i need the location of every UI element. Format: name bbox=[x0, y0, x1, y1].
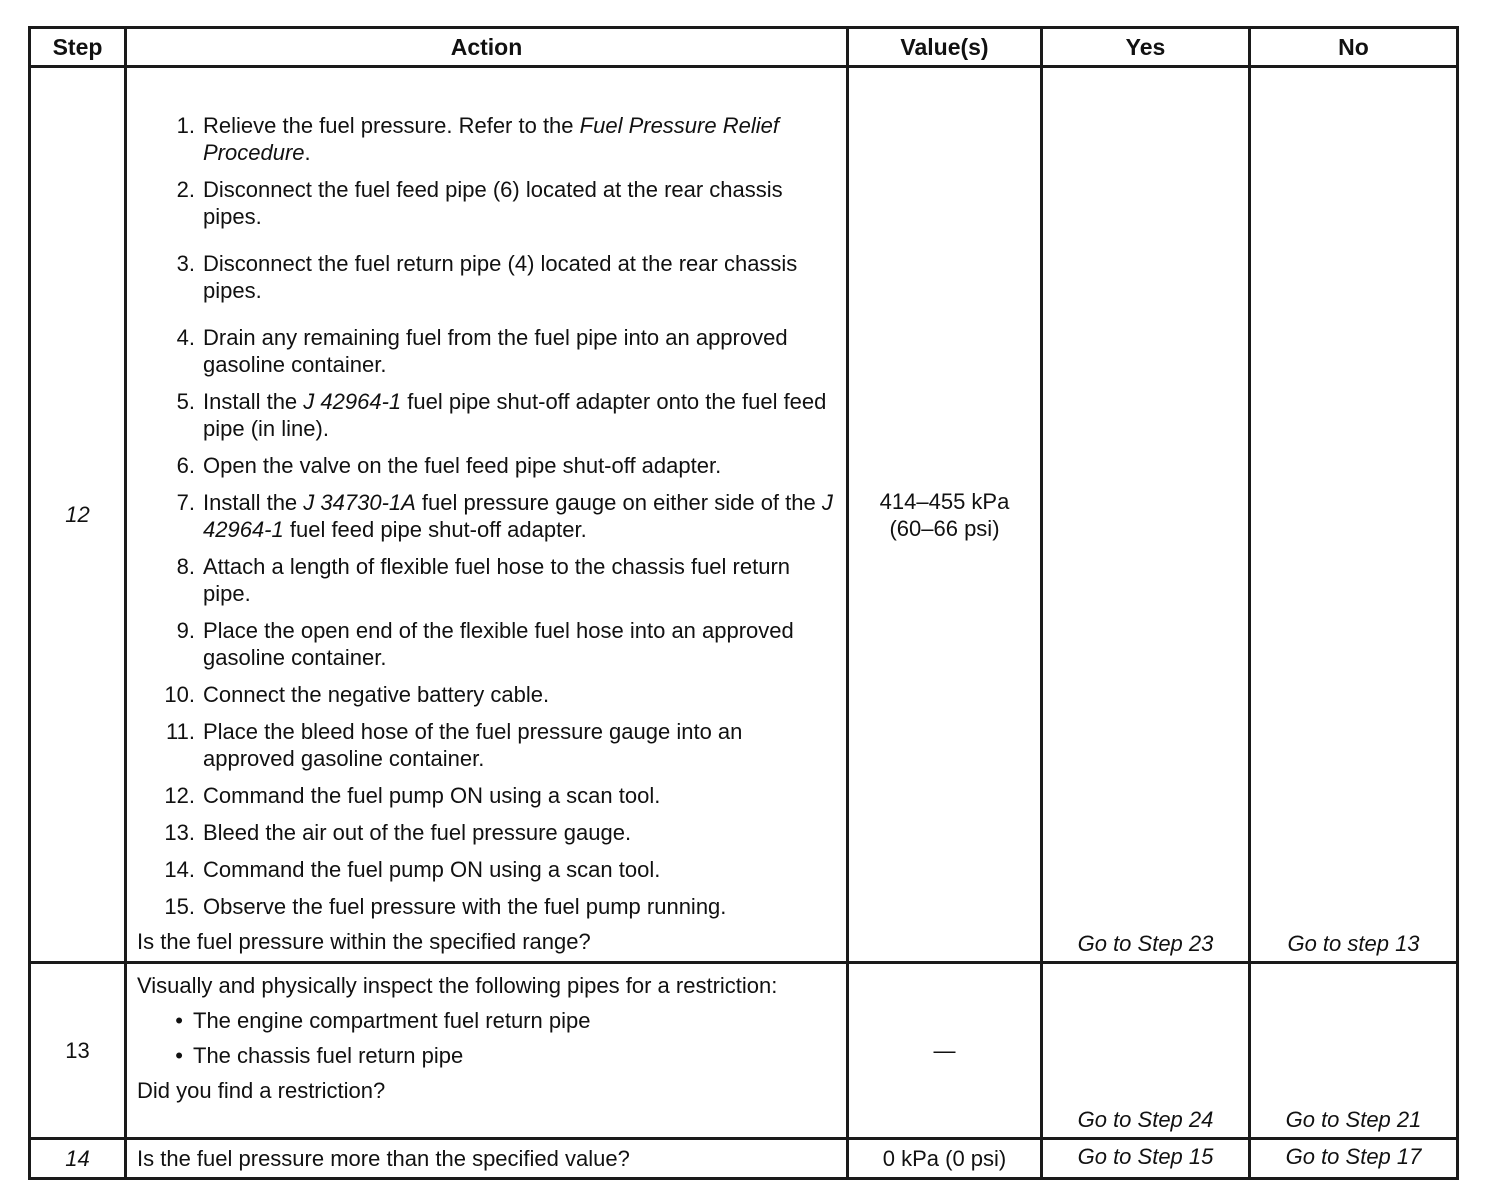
step-number: 12 bbox=[65, 502, 90, 527]
step-text: Disconnect the fuel feed pipe (6) located at the rear chassis pipes. bbox=[203, 177, 783, 229]
yes-link[interactable]: Go to Step 24 bbox=[1077, 1107, 1214, 1132]
procedure-step bbox=[137, 176, 836, 230]
plain-text: Install the bbox=[203, 490, 304, 515]
question-text: Is the fuel pressure within the specified range? bbox=[137, 929, 591, 954]
procedure-step bbox=[137, 112, 836, 166]
yes-cell bbox=[1042, 963, 1250, 1139]
no-link[interactable]: Go to Step 17 bbox=[1285, 1144, 1422, 1169]
step-index: 4. bbox=[176, 325, 195, 350]
yes-link[interactable]: Go to Step 15 bbox=[1077, 1144, 1214, 1169]
pipe-bullet-list bbox=[137, 1007, 836, 1069]
plain-text: fuel pressure gauge on either side of the bbox=[415, 490, 822, 515]
procedure-step bbox=[137, 388, 836, 442]
step-index: 15. bbox=[164, 894, 195, 919]
bullet-icon: • bbox=[175, 1043, 183, 1068]
no-link[interactable]: Go to Step 21 bbox=[1285, 1107, 1422, 1132]
step-text: Connect the negative battery cable. bbox=[203, 682, 550, 707]
question-text: Did you find a restriction? bbox=[137, 1078, 386, 1103]
header-yes: Yes bbox=[1042, 28, 1250, 67]
step-text: Command the fuel pump ON using a scan tool. bbox=[203, 857, 661, 882]
header-row bbox=[30, 28, 1458, 67]
step-text: Observe the fuel pressure with the fuel pump running. bbox=[203, 894, 727, 919]
procedure-step bbox=[137, 819, 836, 846]
step-number: 13 bbox=[65, 1038, 90, 1063]
emphasis-text: J 34730-1A bbox=[303, 490, 416, 515]
no-cell bbox=[1250, 1139, 1458, 1179]
step-text: Bleed the air out of the fuel pressure gauge. bbox=[203, 820, 632, 845]
no-cell bbox=[1250, 963, 1458, 1139]
step-number-cell bbox=[30, 963, 126, 1139]
step-index: 8. bbox=[176, 554, 195, 579]
header-values: Value(s) bbox=[848, 28, 1042, 67]
procedure-step bbox=[137, 617, 836, 671]
list-item bbox=[137, 1042, 836, 1069]
step-text: Command the fuel pump ON using a scan tool. bbox=[203, 783, 661, 808]
procedure-step bbox=[137, 681, 836, 708]
step-index: 12. bbox=[164, 783, 195, 808]
procedure-step bbox=[137, 489, 836, 543]
step-index: 1. bbox=[176, 113, 195, 138]
value-zero: 0 kPa (0 psi) bbox=[882, 1146, 1007, 1171]
table-row-step-13 bbox=[30, 963, 1458, 1139]
bullet-text: The engine compartment fuel return pipe bbox=[193, 1008, 591, 1033]
step-index: 13. bbox=[164, 820, 195, 845]
procedure-step bbox=[137, 718, 836, 772]
procedure-step bbox=[137, 856, 836, 883]
step-text bbox=[203, 388, 836, 442]
plain-text: fuel pipe shut-off adapter onto the fuel feed pipe (in line). bbox=[203, 389, 827, 441]
procedure-step bbox=[137, 452, 836, 479]
action-cell bbox=[126, 963, 848, 1139]
step-index: 7. bbox=[176, 490, 195, 515]
procedure-steps-list bbox=[137, 112, 836, 920]
no-cell bbox=[1250, 67, 1458, 963]
step-index: 9. bbox=[176, 618, 195, 643]
value-psi: (60–66 psi) bbox=[889, 515, 1000, 541]
diagnostic-table bbox=[28, 26, 1459, 1180]
step-index: 2. bbox=[176, 177, 195, 202]
value-cell bbox=[848, 963, 1042, 1139]
procedure-step bbox=[137, 893, 836, 920]
step-text: Attach a length of flexible fuel hose to the chassis fuel return pipe. bbox=[203, 554, 791, 606]
header-action: Action bbox=[126, 28, 848, 67]
step-text: Place the bleed hose of the fuel pressure gauge into an approved gasoline container. bbox=[203, 719, 743, 771]
bullet-text: The chassis fuel return pipe bbox=[193, 1043, 464, 1068]
table-row-step-14 bbox=[30, 1139, 1458, 1179]
yes-cell bbox=[1042, 67, 1250, 963]
step-text: Open the valve on the fuel feed pipe shut-off adapter. bbox=[203, 453, 722, 478]
inspect-intro-text: Visually and physically inspect the following pipes for a restriction: bbox=[137, 973, 778, 998]
emphasis-text: J 42964-1 bbox=[303, 389, 402, 414]
step-number: 14 bbox=[65, 1146, 90, 1171]
procedure-step bbox=[137, 324, 836, 378]
step-index: 11. bbox=[166, 719, 195, 744]
step-index: 5. bbox=[176, 389, 195, 414]
yes-cell bbox=[1042, 1139, 1250, 1179]
value-kpa: 414–455 kPa bbox=[879, 488, 1010, 514]
yes-link[interactable]: Go to Step 23 bbox=[1077, 931, 1214, 956]
plain-text: fuel feed pipe shut-off adapter. bbox=[283, 517, 587, 542]
value-cell bbox=[848, 1139, 1042, 1179]
step-index: 6. bbox=[176, 453, 195, 478]
plain-text: . bbox=[304, 140, 311, 165]
value-dash: — bbox=[933, 1038, 956, 1063]
step-number-cell bbox=[30, 1139, 126, 1179]
question-text: Is the fuel pressure more than the specified value? bbox=[137, 1146, 630, 1171]
procedure-step bbox=[137, 782, 836, 809]
header-no: No bbox=[1250, 28, 1458, 67]
plain-text: Relieve the fuel pressure. Refer to the bbox=[203, 113, 580, 138]
action-cell bbox=[126, 67, 848, 963]
action-cell bbox=[126, 1139, 848, 1179]
procedure-step bbox=[137, 250, 836, 304]
emphasis-text: J 42964-1 bbox=[203, 490, 833, 542]
table-row-step-12 bbox=[30, 67, 1458, 963]
bullet-icon: • bbox=[175, 1008, 183, 1033]
emphasis-text: Fuel Pressure Relief Procedure bbox=[203, 113, 779, 165]
step-index: 10. bbox=[164, 682, 195, 707]
procedure-table-container bbox=[28, 26, 1459, 1180]
step-text: Drain any remaining fuel from the fuel pipe into an approved gasoline container. bbox=[203, 325, 788, 377]
step-text: Disconnect the fuel return pipe (4) located at the rear chassis pipes. bbox=[203, 251, 798, 303]
plain-text: Install the bbox=[203, 389, 304, 414]
procedure-step bbox=[137, 553, 836, 607]
step-number-cell bbox=[30, 67, 126, 963]
step-index: 3. bbox=[176, 251, 195, 276]
list-item bbox=[137, 1007, 836, 1034]
no-link[interactable]: Go to step 13 bbox=[1287, 931, 1420, 956]
step-text bbox=[203, 112, 836, 166]
header-step: Step bbox=[30, 28, 126, 67]
step-text bbox=[203, 489, 836, 543]
step-index: 14. bbox=[164, 857, 195, 882]
value-cell bbox=[848, 67, 1042, 963]
step-text: Place the open end of the flexible fuel hose into an approved gasoline container. bbox=[203, 618, 794, 670]
